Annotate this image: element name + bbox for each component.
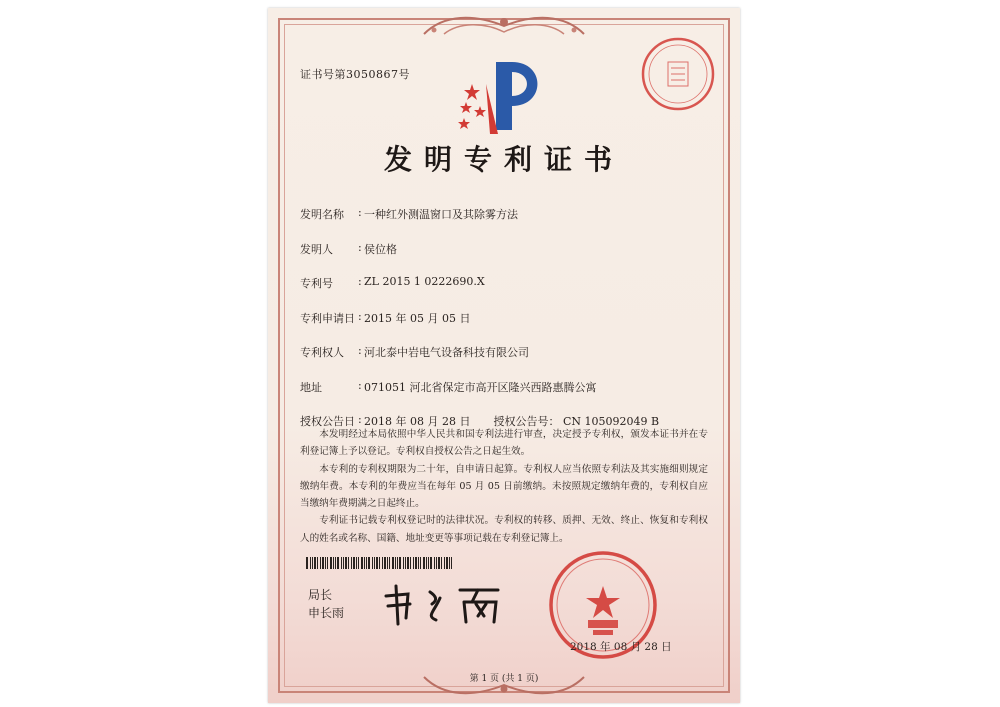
barcode-icon (306, 557, 454, 569)
signer-block (308, 586, 344, 622)
certificate-body-text (300, 426, 708, 547)
page-number: 第 1 页 (共 1 页) (469, 674, 539, 684)
field-label: 地址 (300, 380, 322, 394)
patent-office-logo-icon (454, 54, 550, 138)
grant-date-value: 2018 年 08 月 28 日 (364, 415, 471, 428)
field-address: 地址 : 071051 河北省保定市高开区隆兴西路惠腾公寓 (300, 379, 720, 414)
field-label: 专利申请日 (300, 311, 355, 325)
announcement-number: CN 105092049 B (562, 415, 660, 428)
signature-icon (380, 582, 506, 626)
paragraph-legal-status: 专利证书记载专利权登记时的法律状况。专利权的转移、质押、无效、终止、恢复和专利权人的姓名或名称、国籍、地址变更等事项记载在专利登记簿上。 (300, 515, 708, 544)
field-value: 一种红外测温窗口及其除雾方法 (364, 208, 518, 221)
agency-seal-icon (638, 34, 718, 114)
field-value: ZL 2015 1 0222690.X (364, 275, 485, 288)
field-application-date: 专利申请日 : 2015 年 05 月 05 日 (300, 310, 720, 345)
signer-title: 局长 (308, 588, 333, 602)
paragraph-term: 本专利的专利权期限为二十年，自申请日起算。专利权人应当依照专利法及其实施细则规定缴纳年费。本专利的年费应当在每年 05 月 05 日前缴纳。未按照规定缴纳年费的，专利权自应当缴纳年费期满之日起终止。 (300, 463, 708, 510)
field-label: 发明人 (300, 242, 333, 256)
certificate-fields (300, 206, 720, 448)
top-ornament-icon (414, 12, 594, 40)
field-label: 专利权人 (300, 346, 344, 359)
field-value: 2015 年 05 月 05 日 (364, 311, 471, 325)
field-patent-number: 专利号 : ZL 2015 1 0222690.X (300, 275, 720, 310)
signer-name: 申长雨 (308, 606, 345, 620)
stamp-date: 2018 年 08 月 28 日 (570, 641, 672, 653)
paragraph-grant: 本发明经过本局依照中华人民共和国专利法进行审查，决定授予专利权，颁发本证书并在专利登记簿上予以登记。专利权自授权公告之日起生效。 (300, 429, 708, 458)
patent-certificate (268, 8, 740, 703)
field-label: 专利号 (300, 277, 333, 290)
field-value: 河北泰中岩电气设备科技有限公司 (364, 346, 529, 359)
field-invention-name: 发明名称 : 一种红外测温窗口及其除雾方法 (300, 206, 720, 241)
certificate-number: 证书号第3050867号 (300, 68, 410, 81)
field-patentee: 专利权人 : 河北泰中岩电气设备科技有限公司 (300, 344, 720, 379)
field-label: 授权公告日 (300, 415, 355, 428)
field-value: 071051 河北省保定市高开区隆兴西路惠腾公寓 (364, 380, 597, 394)
certificate-title: 发明专利证书 (383, 143, 624, 176)
field-label: 发明名称 (300, 208, 344, 221)
field-value: 侯位格 (364, 242, 397, 256)
field-inventor: 发明人 : 侯位格 (300, 241, 720, 276)
field-grant-date: 授权公告日 : 2018 年 08 月 28 日 授权公告号： CN 105092049 B (300, 413, 720, 448)
announcement-number-label: 授权公告号： (493, 415, 560, 428)
